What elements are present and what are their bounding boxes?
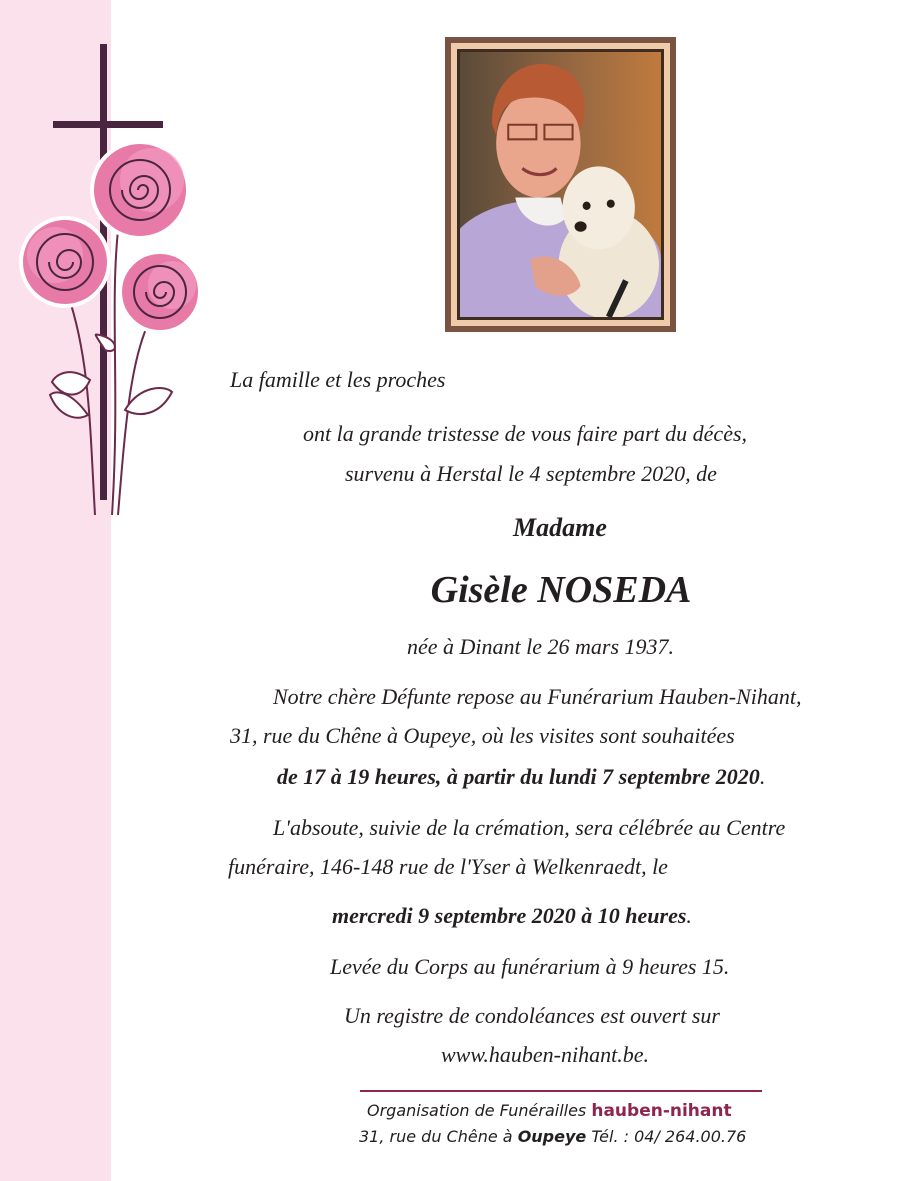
ceremony-date: mercredi 9 septembre 2020 à 10 heures xyxy=(332,903,687,928)
announcement-line-1: ont la grande tristesse de vous faire part du décès, xyxy=(303,421,748,446)
footer-org-prefix: Organisation de Funérailles xyxy=(367,1101,592,1120)
announcement-line-2: survenu à Herstal le 4 septembre 2020, de xyxy=(345,461,717,486)
intro-text: La famille et les proches xyxy=(230,367,446,392)
portrait-mat xyxy=(451,43,670,326)
ceremony-period: . xyxy=(686,903,692,928)
deceased-name: Gisèle NOSEDA xyxy=(430,569,692,611)
title-madame: Madame xyxy=(513,513,607,542)
footer-phone: Tél. : 04/ 264.00.76 xyxy=(586,1127,747,1146)
absoute-line-1: L'absoute, suivie de la crémation, sera célébrée au Centre xyxy=(273,815,786,840)
footer-address xyxy=(359,1127,746,1147)
portrait-inner-border xyxy=(457,49,664,320)
roses-illustration xyxy=(0,30,220,530)
absoute-line-2: funéraire, 146-148 rue de l'Yser à Welkenraedt, le xyxy=(228,854,668,879)
footer-address-prefix: 31, rue du Chêne à xyxy=(359,1127,518,1146)
footer-town: Oupeye xyxy=(517,1127,587,1146)
portrait-photo xyxy=(460,52,661,317)
portrait-frame xyxy=(445,37,676,332)
brand-logo-text: hauben-nihant xyxy=(591,1101,732,1121)
visits-period: . xyxy=(759,764,766,789)
levee-line: Levée du Corps au funérarium à 9 heures 15. xyxy=(330,954,730,979)
rest-line-2: 31, rue du Chêne à Oupeye, où les visites sont souhaitées xyxy=(230,723,735,748)
ceremony-line xyxy=(332,903,692,929)
visits-hours: de 17 à 19 heures, à partir du lundi 7 septembre 2020 xyxy=(277,764,760,789)
footer-divider xyxy=(360,1090,762,1092)
registry-url[interactable]: www.hauben-nihant.be. xyxy=(441,1042,649,1067)
footer-organisation xyxy=(367,1101,732,1121)
rest-line-1: Notre chère Défunte repose au Funérarium Hauben-Nihant, xyxy=(273,684,802,709)
birth-line: née à Dinant le 26 mars 1937. xyxy=(407,634,675,659)
visits-line xyxy=(277,764,765,790)
registry-line-1: Un registre de condoléances est ouvert sur xyxy=(344,1003,720,1028)
